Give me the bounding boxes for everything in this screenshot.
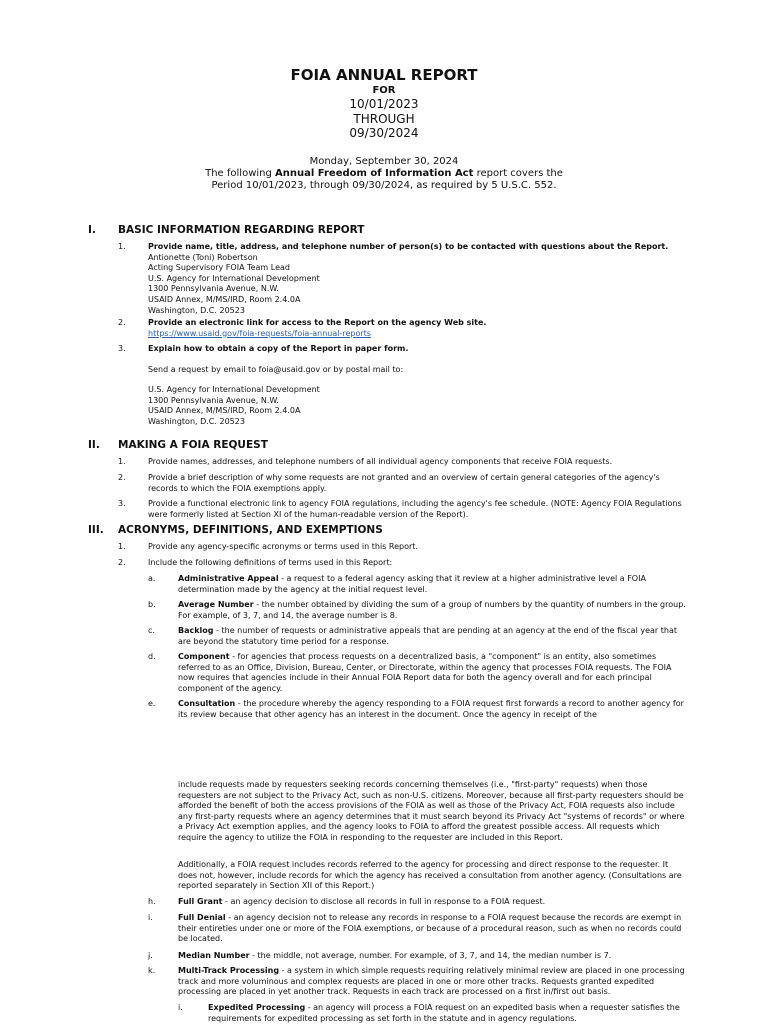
contact-title: Acting Supervisory FOIA Team Lead: [148, 263, 290, 273]
request-definition-additional: Additionally, a FOIA request includes records referred to the agency for processing and direct response to the requester. It does not, however, include records for which the agency has received a consultation from another agency. (Consultations are reported separately in Section XII of this Report.): [178, 860, 682, 891]
period-start: 10/01/2023: [349, 97, 419, 111]
contact-street: 1300 Pennsylvania Avenue, N.W.: [148, 284, 279, 294]
contact-room: USAID Annex, M/MS/IRD, Room 2.4.0A: [148, 294, 301, 304]
contact-agency: U.S. Agency for International Development: [148, 273, 320, 283]
period-through: THROUGH: [353, 112, 415, 126]
definition-e: e. Consultation - the procedure whereby the agency responding to a FOIA request first forwards a record to another agency for its review because that other agency has an interest in the document. Once the agency in receipt of the: [148, 699, 684, 719]
mail-street: 1300 Pennsylvania Avenue, N.W.: [148, 395, 279, 405]
mail-room: USAID Annex, M/MS/IRD, Room 2.4.0A: [148, 406, 301, 416]
section-heading-3: III. ACRONYMS, DEFINITIONS, AND EXEMPTIONS: [88, 524, 383, 536]
send-request-text: Send a request by email to foia@usaid.gov or by postal mail to:: [148, 364, 404, 374]
item-question: Provide name, title, address, and telephone number of person(s) to be contacted with questions about the Report.: [148, 242, 669, 251]
contact-city: Washington, D.C. 20523: [148, 305, 245, 315]
section-heading-2: II. MAKING A FOIA REQUEST: [88, 439, 268, 451]
intro-line-2: Period 10/01/2023, through 09/30/2024, as required by 5 U.S.C. 552.: [211, 180, 557, 191]
generated-date: Monday, September 30, 2024: [309, 156, 459, 167]
mail-city: Washington, D.C. 20523: [148, 416, 245, 426]
report-page: FOIA ANNUAL REPORT FOR 10/01/2023 THROUGH 09/30/2024 Monday, September 30, 2024 The following Annual Freedom of Information Act report covers the Period 10/01/2023, through 09/30/2024, as required by 5 U.S.C. 552. I. BASIC INFORMATION REGARDING REPORT 1. Provide name, title, address, and telephone number of person(s) to be contacted with questions about the Report. Antionette (Toni) Robertson Acting Supervisory FOIA Team Lead U.S. Agency for International Development 1300 Pennsylvania Avenue, N.W. USAID Annex, M/MS/IRD, Room 2.4.0A Washington, D.C. 20523 2. Provide an electronic link for access to the Report on the agency Web site. https://www.usaid.gov/foia-requests/foia-annual-reports 3. Explain how to obtain a copy of the Report in paper form. Send a request by email to foia@usaid.gov or by postal mail to: U.S. Agency for International Development 1300 Pennsylvania Avenue, N.W. USAID Annex, M/MS/IRD, Room 2.4.0A Washington, D.C. 20523 II. MAKING A FOIA REQUEST 1. Provide names, addresses, and telephone numbers of all individual agency components that receive FOIA requests. 2. Provide a brief description of why some requests are not granted and an overview of certain general categories of the agency's records to which the FOIA exemptions apply. 3. Provide a functional electronic link to agency FOIA regulations, including the agency's fee schedule. (NOTE: Agency FOIA Regulations were formerly listed at Section XI of the human-readable version of the Report). III. ACRONYMS, DEFINITIONS, AND EXEMPTIONS 1. Provide any agency-specific acronyms or terms used in this Report. 2. Include the following definitions of terms used in this Report: a. Administrative Appeal - a request to a federal agency asking that it review at a higher administrative level a FOIA determination made by the agency at the initial request level. b. Average Number - the number obtained by dividing the sum of a group of numbers by the quantity of numbers in the group. For example, of 3, 7, and 14, the average number is 8. c. Backlog - the number of requests or administrative appeals that are pending at an agency at the end of the fiscal year that are beyond the statutory time period for a response. d. Component - for agencies that process requests on a decentralized basis, a "component" is an entity, also sometimes referred to as an Office, Division, Bureau, Center, or Directorate, within the agency that processes FOIA requests. The FOIA now requires that agencies include in their Annual FOIA Report data for both the agency overall and for each principal component of the agency. e. Consultation - the procedure whereby the agency responding to a FOIA request first forwards a record to another agency for its review because that other agency has an interest in the document. Once the agency in receipt of the include requests made by requesters seeking records concerning themselves (i.e., "first-party" requests) when those requesters are not subject to the Privacy Act, such as non-U.S. citizens. Moreover, because all first-party requesters should be afforded the benefit of both the access provisions of the FOIA as well as those of the Privacy Act, FOIA requests also include any first-party requests where an agency determines that it must search beyond its Privacy Act "systems of records" or where a Privacy Act exemption applies, and the agency looks to FOIA to afford the greatest possible access. All requests which require the agency to utilize the FOIA in responding to the requester are included in this Report. Additionally, a FOIA request includes records referred to the agency for processing and direct response to the requester. It does not, however, include records for which the agency has received a consultation from another agency. (Consultations are reported separately in Section XII of this Report.) h. Full Grant - an agency decision to disclose all records in full in response to a FOIA request. i. Full Denial - an agency decision not to release any records in response to a FOIA request because the records are exempt in their entireties under one or more of the FOIA exemptions, or because of a procedural reason, such as when no records could be located. j. Median Number - the middle, not average, number. For example, of 3, 7, and 14, the median number is 7. k. Multi-Track Processing - a system in which simple requests requiring relatively minimal review are placed in one processing track and more voluminous and complex requests are placed in one or more other tracks. Requests granted expedited processing are placed in yet another track. Requests in each track are processed on a first in/first out basis. i. Expedited Processing - an agency will process a FOIA request on an expedited basis when a requester satisfies the requirements for expedited processing as set forth in the statute and in agency regulations.: [0, 0, 768, 1024]
annual-report-link[interactable]: https://www.usaid.gov/foia-requests/foia-annual-reports: [148, 328, 371, 338]
item-question: Provide an electronic link for access to the Report on the agency Web site.: [148, 318, 487, 327]
request-definition-continued: include requests made by requesters seeking records concerning themselves (i.e., "first-party" requests) when those requesters are not subject to the Privacy Act, such as non-U.S. citizens. Moreover, because all first-party requesters should be afforded the benefit of both the access provisions of the FOIA as well as those of the Privacy Act, FOIA requests also include any first-party requests where an agency determines that it must search beyond its Privacy Act "systems of records" or where a Privacy Act exemption applies, and the agency looks to FOIA to afford the greatest possible access. All requests which require the agency to utilize the FOIA in responding to the requester are included in this Report.: [178, 780, 685, 842]
section-heading-1: I. BASIC INFORMATION REGARDING REPORT: [88, 224, 365, 236]
mail-agency: U.S. Agency for International Development: [148, 385, 320, 395]
contact-name: Antionette (Toni) Robertson: [148, 252, 258, 262]
report-for: FOR: [372, 85, 396, 96]
intro-line-1: The following Annual Freedom of Information Act report covers the: [205, 168, 563, 179]
report-title: FOIA ANNUAL REPORT: [290, 66, 478, 84]
item-question: Explain how to obtain a copy of the Report in paper form.: [148, 344, 409, 353]
period-end: 09/30/2024: [349, 126, 419, 140]
